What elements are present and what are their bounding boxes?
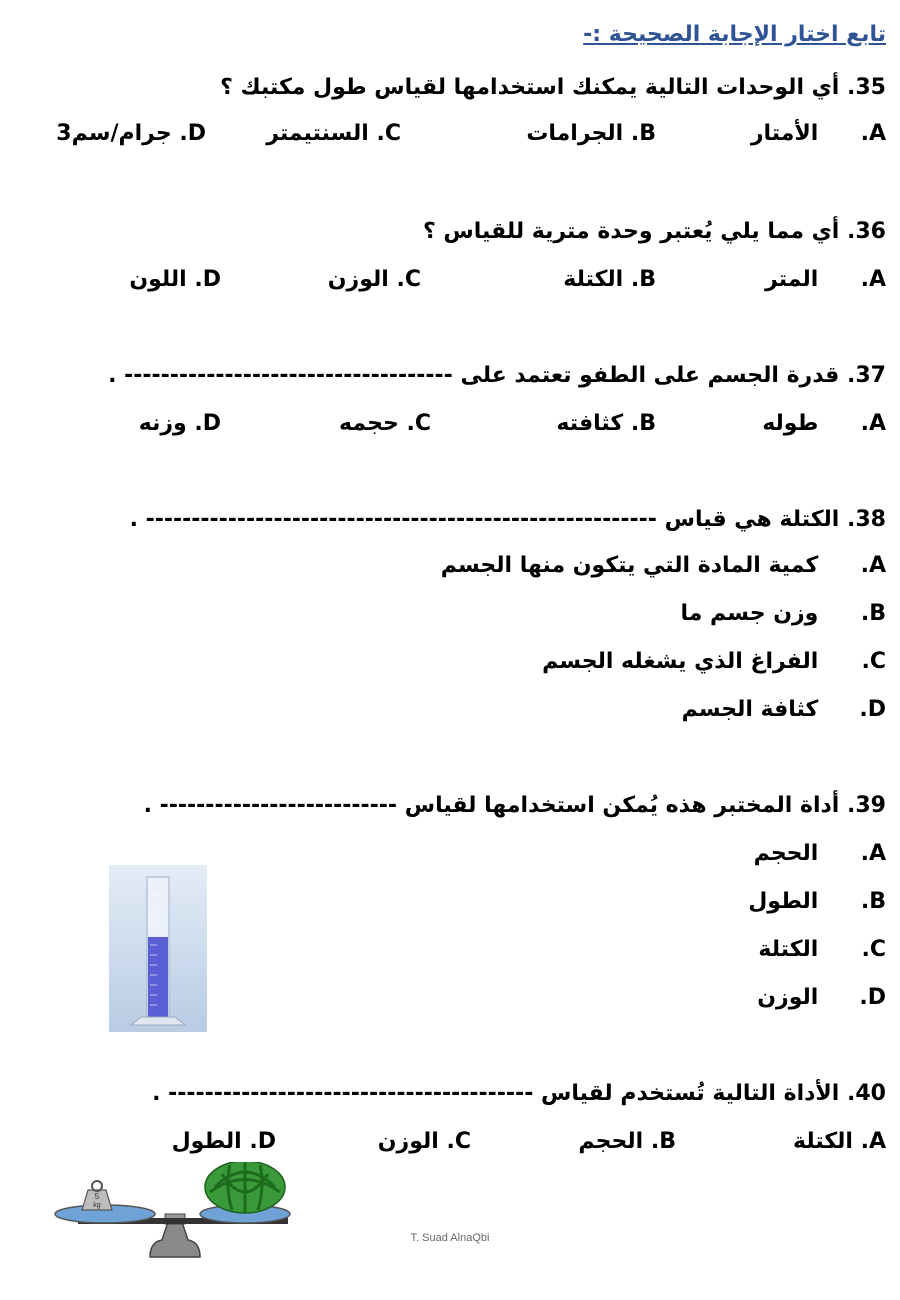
footer-author: T. Suad AlnaQbi <box>410 1232 490 1244</box>
question-text: أداة المختبر هذه يُمكن استخدامها لقياس -------------------------- . <box>143 793 840 818</box>
option-d[interactable]: D. جرام/سم3 <box>56 121 206 146</box>
question-38 <box>130 504 886 536</box>
question-number: 36. <box>847 219 886 244</box>
question-number: 40. <box>847 1081 886 1106</box>
option-d[interactable]: D. الطول <box>171 1129 276 1154</box>
option-b[interactable]: B. الجرامات <box>526 121 656 146</box>
option-c[interactable]: C. السنتيمتر <box>266 121 401 146</box>
option-c[interactable]: C. حجمه <box>339 411 431 436</box>
balance-scale-image <box>50 1162 300 1282</box>
weight-unit: kg <box>93 1202 101 1209</box>
question-36 <box>423 216 886 248</box>
option-d[interactable]: D. الوزن <box>757 985 886 1010</box>
question-number: 35. <box>847 75 886 100</box>
option-d[interactable]: D. كثافة الجسم <box>681 697 886 722</box>
question-text: أي الوحدات التالية يمكنك استخدامها لقياس طول مكتبك ؟ <box>220 75 840 100</box>
option-b[interactable]: B. الحجم <box>578 1129 676 1154</box>
option-c[interactable]: C. الوزن <box>327 267 421 292</box>
question-number: 39. <box>847 793 886 818</box>
option-c[interactable]: C. الوزن <box>377 1129 471 1154</box>
option-b[interactable]: B. الطول <box>748 889 886 914</box>
option-c[interactable]: C. الكتلة <box>758 937 886 962</box>
question-39 <box>144 790 886 822</box>
option-a[interactable]: A. المتر <box>765 267 886 292</box>
option-a[interactable]: A. الكتلة <box>793 1129 886 1154</box>
question-text: قدرة الجسم على الطفو تعتمد على ------------------------------------ . <box>108 363 840 388</box>
question-text: الأداة التالية تُستخدم لقياس ---------------------------------------- . <box>152 1081 840 1106</box>
question-40 <box>152 1078 886 1110</box>
weight-value: 5 <box>94 1192 100 1201</box>
option-d[interactable]: D. وزنه <box>138 411 221 436</box>
question-37 <box>108 360 886 392</box>
graduated-cylinder-image <box>109 865 207 1032</box>
options-35 <box>12 118 886 150</box>
section-title: تابع اختار الإجابة الصحيحة :- <box>583 22 886 47</box>
options-40 <box>12 1126 886 1158</box>
option-d[interactable]: D. اللون <box>129 267 221 292</box>
option-a[interactable]: A. الحجم <box>753 841 886 866</box>
option-a[interactable]: A. طوله <box>762 411 886 436</box>
question-text: أي مما يلي يُعتبر وحدة مترية للقياس ؟ <box>423 219 840 244</box>
options-36 <box>12 264 886 296</box>
question-number: 38. <box>847 507 886 532</box>
option-b[interactable]: B. وزن جسم ما <box>680 601 886 626</box>
question-35 <box>220 72 886 104</box>
question-number: 37. <box>847 363 886 388</box>
options-37 <box>12 408 886 440</box>
option-a[interactable]: A. الأمتار <box>750 121 886 146</box>
question-text: الكتلة هي قياس -------------------------------------------------------- . <box>129 507 840 532</box>
option-a[interactable]: A. كمية المادة التي يتكون منها الجسم <box>440 553 886 578</box>
option-c[interactable]: C. الفراغ الذي يشغله الجسم <box>542 649 886 674</box>
option-b[interactable]: B. الكتلة <box>563 267 656 292</box>
option-b[interactable]: B. كثافته <box>556 411 656 436</box>
